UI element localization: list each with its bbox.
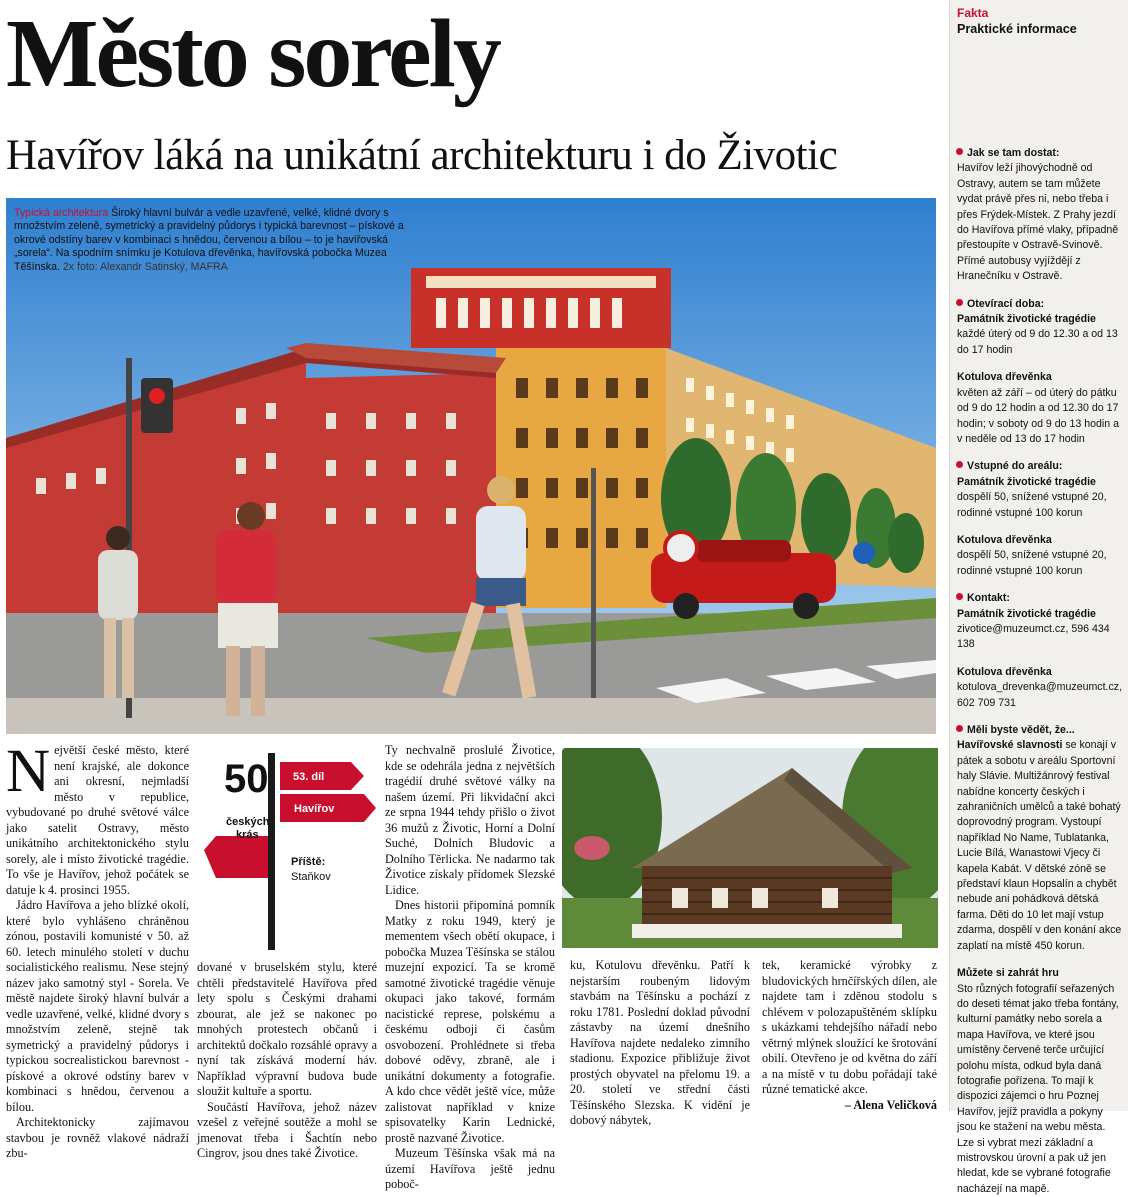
sidebar-label: Fakta <box>957 6 1122 20</box>
sidebar-game <box>957 966 1122 1197</box>
article-paragraph: Muzeum Těšínska však má na území Havířova ještě jednu poboč- <box>385 1146 555 1193</box>
section-text: Sto různých fotografií seřazených do deseti témat jako třeba fontány, kulturní památky nebo sorela a mapa Havířova, ve které jsou umístěny červené terče určující polohu místa, odkud byla daná fotografie pořízena. To mají k dispozici zájemci o hru Poznej Havířov, jejíž pravidla a pokyny jsou ke stažení na webu města. Lze si vybrat mezi základní a mistrovskou úrovní a pak už jen hledat, kde se vybrané fotografie nacházejí na mapě. <box>957 982 1122 1197</box>
sign-next-label: Příště: <box>291 856 325 868</box>
bullet-icon <box>956 299 963 306</box>
section-heading: Můžete si zahrát hru <box>957 966 1122 981</box>
sidebar-admission <box>957 459 1122 579</box>
article-paragraph: Architektonicky zajímavou stavbou je rovněž vlakové nádraží zbu- <box>6 1115 189 1162</box>
venue-text: květen až září – od úterý do pátku od 9 do 12 hodin a od 12.30 do 17 hodin; v soboty od 9 do 13 hodin a v neděle od 13 do 17 hodin <box>957 386 1122 448</box>
article-column-3 <box>385 743 555 1193</box>
venue-text: dospělí 50, snížené vstupné 20, rodinné vstupné 100 korun <box>957 548 1122 579</box>
drop-cap: N <box>6 747 50 797</box>
sidebar-title: Praktické informace <box>957 20 1122 38</box>
article-paragraph: Ty nechvalně proslulé Životice, kde se odehrála jedna z největších tragédií druhé světové války na našem území. Při likvidační akci ze srpna 1944 tehdy přišlo o život 36 mužů z Životic, Horní a Dolní Suché, Dolních Bludovic a Dolního Těrlicka. Ne nadarmo tak Životice získaly přídomek Slezské Lidice. <box>385 743 555 898</box>
venue-text: každé úterý od 9 do 12.30 a od 13 do 17 hodin <box>957 327 1122 358</box>
venue-name: Památník životické tragédie <box>957 475 1122 490</box>
bullet-icon <box>956 148 963 155</box>
sign-number: 50 <box>224 757 269 801</box>
facts-sidebar <box>949 0 1128 1111</box>
bullet-icon <box>956 593 963 600</box>
photo-kotulova-drevenka <box>562 748 938 948</box>
venue-text: zivotice@muzeumct.cz, 596 434 138 <box>957 622 1122 653</box>
section-heading: Měli byste vědět, že... <box>967 724 1075 736</box>
article-paragraph: dované v bruselském stylu, které chtěli představitelé Havířova před lety spolu s Českými drahami zbourat, ale jež se nakonec po mnohých protestech občanů i architektů dočkalo rozsáhlé opravy a nyní tak získává moderní háv. Například výpravní budova bude sloužit kultuře a sportu. <box>197 960 377 1100</box>
caption-text: Široký hlavní bulvár a vedle uzavřené, velké, klidné dvory s množstvím zeleně, symetrický a pravidelný půdorys i typická barevnost – pískové a okrové odstíny barev v kombinaci s hnědou, červenou a bílou – to je havířovská „sorela“. Na spodním snímku je Kotulova dřevěnka, havířovská pobočka Muzea Těšínska. <box>14 207 404 273</box>
article-column-4 <box>570 958 750 1129</box>
article-paragraph: ku, Kotulovu dřevěnku. Patří k nejstarším roubeným lidovým stavbám na Těšínsku a pochází z roku 1781. Poslední doklad původní zástavby na území dnešního Havířova najdete nedaleko zimního stadionu. Expozice přibližuje život prostých obyvatel na přelomu 19. a 20. století ve střední části Těšínského Slezska. K vidění je dobový nábytek, <box>570 958 750 1129</box>
article-paragraph: Součástí Havířova, jehož název vzešel z veřejné soutěže a mohl se jmenovat třeba i Šachtín nebo Cingrov, jsou dnes také Životice. <box>197 1100 377 1162</box>
section-heading: Otevírací doba: <box>967 298 1044 310</box>
article-column-5 <box>762 958 937 1113</box>
venue-name: Kotulova dřevěnka <box>957 370 1122 385</box>
festival-name: Havířovské slavnosti <box>957 739 1062 751</box>
article-paragraph: Dnes historii připomíná pomník Matky z roku 1949, který je mementem všech obětí okupace, i pobočka Muzea Těšínska se stálou muzejní expozicí. Ta se kromě samotné životické tragédie věnuje okupaci jako takové, formám nacistické represe, polskému a českému odboji či časům osvobození. Prohlédnete si třeba dobové oděvy, zbraně, ale i unikátní dokumenty a fotografie. A kdo chce vědět ještě více, může zalistovat například v knize spisovatelky Karin Lednické, prostě nazvané Životice. <box>385 898 555 1146</box>
sidebar-good-to-know <box>957 723 1122 954</box>
sign-line2: krás <box>236 829 259 841</box>
section-heading: Jak se tam dostat: <box>967 147 1059 159</box>
venue-text: kotulova_drevenka@muzeumct.cz, 602 709 731 <box>957 680 1122 711</box>
subheadline: Havířov láká na unikátní architekturu i do Životic <box>6 130 837 182</box>
sign-episode: 53. díl <box>293 771 324 783</box>
bullet-icon <box>956 725 963 732</box>
venue-text: dospělí 50, snížené vstupné 20, rodinné vstupné 100 korun <box>957 490 1122 521</box>
caption-highlight: Typická architektura <box>14 207 108 219</box>
section-text: se konají v pátek a sobotu v areálu Sportovní haly Slávie. Multižánrový festival nabídne koncerty českých i zahraničních umělců a také bohatý doprovodný program. Vystoupí například No Name, Tublatanka, Lucie Bílá, Wanastowi Vjecy či kapela Kabát. V dětské zóně se představí klaun Hopsalín a chybět nebude ani pohádková dětská farma. Děti do 10 let mají vstup zdarma, dospělí v den konání akce zaplatí na místě 450 korun. <box>957 739 1121 951</box>
article-column-1 <box>6 743 189 1162</box>
photo-caption <box>14 207 424 274</box>
caption-credit: 2x foto: Alexandr Satinský, MAFRA <box>63 261 228 273</box>
article-paragraph: ejvětší české město, které není krajské, ale dokonce ani okresní, nejmladší město v republice, vybudované po druhé světové válce jako satelit Ostravy, město unikátního architektonického stylu sorely, ale i místo životické tragédie. To vše je Havířov, jehož počátek se datuje k 4. prosinci 1955. <box>6 743 189 898</box>
sign-line1: českých <box>226 816 270 828</box>
sign-place: Havířov <box>294 803 335 815</box>
sign-next-place: Staňkov <box>291 871 331 883</box>
sidebar-getting-there <box>957 146 1122 285</box>
venue-name: Památník životické tragédie <box>957 607 1122 622</box>
section-text: Havířov leží jihovýchodně od Ostravy, autem se tam můžete vydat právě přes ni, nebo třeba i přes Frýdek-Místek. Z Prahy jezdí do Havířova přímé vlaky, případně přestoupíte v Ostravě-Svinově. Přímé autobusy vyjíždějí z Hranečníku v Ostravě. <box>957 161 1122 284</box>
headline: Město sorely <box>6 0 499 114</box>
main-photo-havirov-boulevard <box>6 198 936 734</box>
section-heading: Vstupné do areálu: <box>967 460 1062 472</box>
section-heading: Kontakt: <box>967 592 1010 604</box>
article-author: – Alena Veličková <box>762 1098 937 1114</box>
sidebar-opening-hours <box>957 297 1122 448</box>
article-paragraph: Jádro Havířova a jeho blízké okolí, které bylo vyhlášeno chráněnou zónou, postavili komunisté v 50. až 60. letech minulého století v duchu socialistického realismu. Nese stejný název jako samotný styl - Sorela. Ve městě najdete široký hlavní bulvár a vedle uzavřené, velké, klidné dvory s množstvím zeleně, stejně tak symetrický a pravidelný půdorys i typickou socrealistickou barevnost - pískové a okrové odstíny barev v kombinaci s hnědou, červenou a bílou. <box>6 898 189 1115</box>
article-column-2 <box>197 960 377 1162</box>
venue-name: Památník životické tragédie <box>957 312 1122 327</box>
sidebar-contact <box>957 591 1122 711</box>
venue-name: Kotulova dřevěnka <box>957 665 1122 680</box>
venue-name: Kotulova dřevěnka <box>957 533 1122 548</box>
bullet-icon <box>956 461 963 468</box>
article-paragraph: tek, keramické výrobky z bludovických hrnčířských dílen, ale najdete tam i zděnou stodolu s chlévem v polozapuštěném sklípku s ukázkami tehdejšího nářadí nebo větrný mlýnek sloužící ke šrotování obilí. Otevřeno je od května do září a na místě v tu dobu pořádají také různé tematické akce. <box>762 958 937 1098</box>
series-signpost-graphic <box>196 745 376 950</box>
